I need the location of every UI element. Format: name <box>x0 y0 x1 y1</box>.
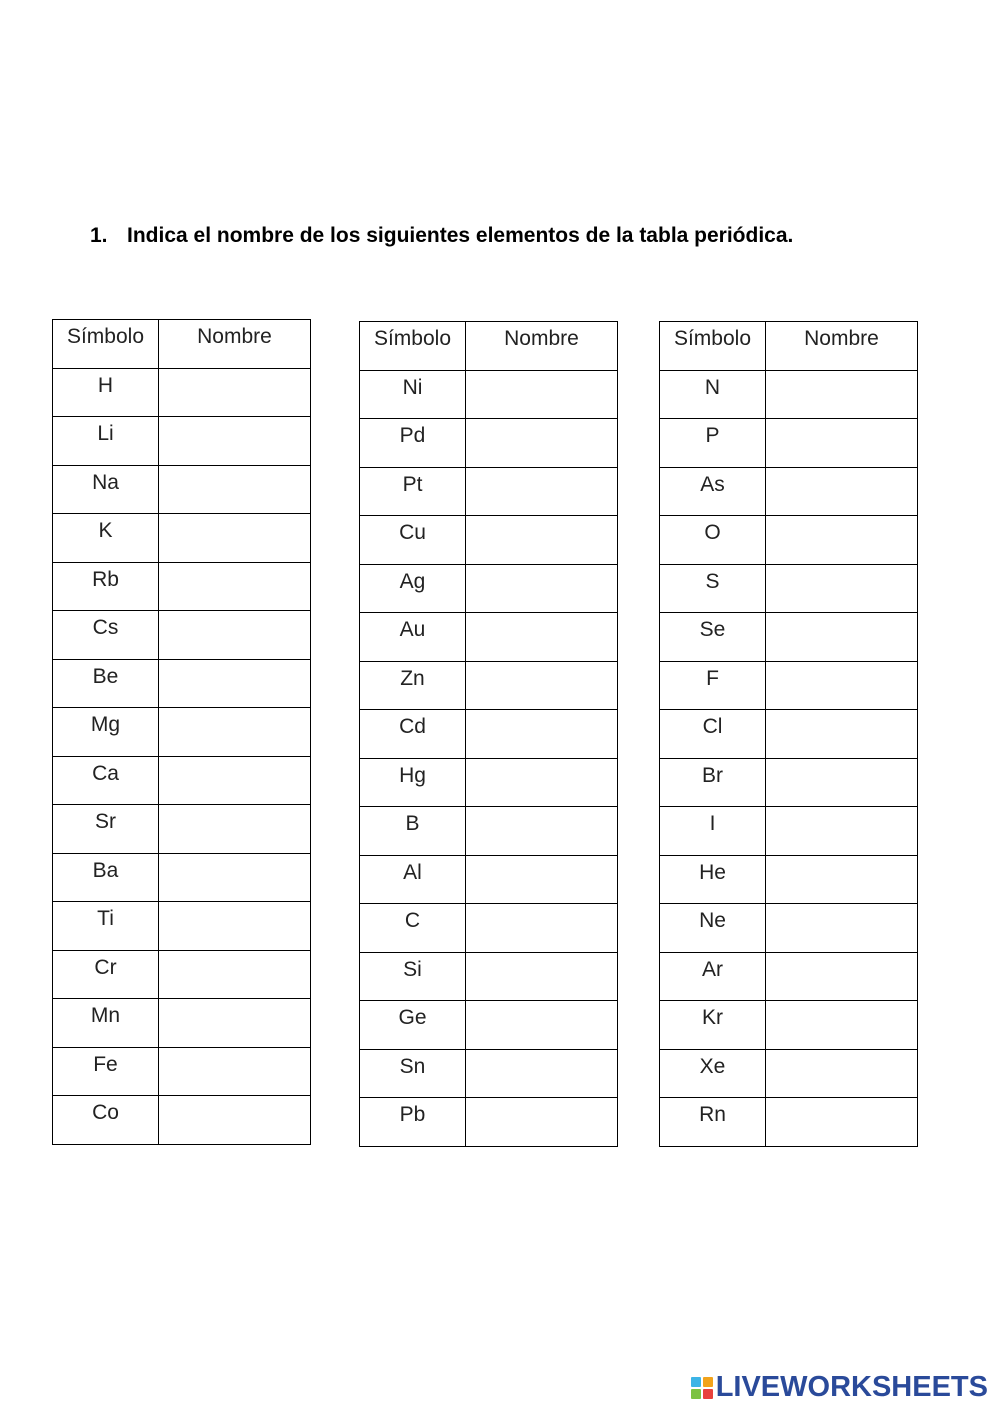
element-name-answer[interactable] <box>766 564 918 613</box>
element-name-answer[interactable] <box>159 562 311 611</box>
element-symbol: Ar <box>660 952 766 1001</box>
symbol-header: Símbolo <box>53 320 159 369</box>
element-name-answer[interactable] <box>159 999 311 1048</box>
element-symbol: P <box>660 419 766 468</box>
table-row <box>360 952 618 1001</box>
table-row <box>660 758 918 807</box>
element-name-answer[interactable] <box>466 710 618 759</box>
element-name-answer[interactable] <box>466 855 618 904</box>
element-name-answer[interactable] <box>766 1001 918 1050</box>
table-row <box>660 1001 918 1050</box>
element-symbol: Ti <box>53 902 159 951</box>
element-symbol: K <box>53 514 159 563</box>
table-row <box>53 1047 311 1096</box>
element-name-answer[interactable] <box>766 419 918 468</box>
element-symbol: Sr <box>53 805 159 854</box>
table-row <box>660 807 918 856</box>
logo-square-3 <box>691 1389 701 1399</box>
table-row <box>53 417 311 466</box>
name-header: Nombre <box>466 322 618 371</box>
element-name-answer[interactable] <box>766 807 918 856</box>
table-row <box>53 950 311 999</box>
table-row <box>360 419 618 468</box>
table-row <box>660 370 918 419</box>
element-symbol: As <box>660 467 766 516</box>
logo-square-4 <box>703 1389 713 1399</box>
element-symbol: Mn <box>53 999 159 1048</box>
element-name-answer[interactable] <box>466 370 618 419</box>
table-row <box>53 659 311 708</box>
element-name-answer[interactable] <box>159 1096 311 1145</box>
element-symbol: Fe <box>53 1047 159 1096</box>
element-symbol: Li <box>53 417 159 466</box>
element-symbol: Ba <box>53 853 159 902</box>
table-row <box>660 564 918 613</box>
element-symbol: He <box>660 855 766 904</box>
element-symbol: C <box>360 904 466 953</box>
element-name-answer[interactable] <box>466 758 618 807</box>
element-symbol: Xe <box>660 1049 766 1098</box>
element-name-answer[interactable] <box>466 1049 618 1098</box>
table-row <box>360 1049 618 1098</box>
element-name-answer[interactable] <box>766 370 918 419</box>
logo-square-1 <box>691 1377 701 1387</box>
element-name-answer[interactable] <box>159 465 311 514</box>
table-row <box>53 756 311 805</box>
table-row <box>360 855 618 904</box>
elements-table-2 <box>359 321 618 1147</box>
element-symbol: Cu <box>360 516 466 565</box>
element-symbol: B <box>360 807 466 856</box>
elements-table-1 <box>52 319 311 1145</box>
element-name-answer[interactable] <box>159 950 311 999</box>
element-name-answer[interactable] <box>766 516 918 565</box>
element-name-answer[interactable] <box>766 952 918 1001</box>
element-name-answer[interactable] <box>159 417 311 466</box>
element-name-answer[interactable] <box>159 659 311 708</box>
element-symbol: Zn <box>360 661 466 710</box>
table-row <box>660 516 918 565</box>
element-symbol: Ge <box>360 1001 466 1050</box>
element-symbol: O <box>660 516 766 565</box>
element-name-answer[interactable] <box>159 708 311 757</box>
element-name-answer[interactable] <box>159 853 311 902</box>
element-name-answer[interactable] <box>766 1049 918 1098</box>
table-row <box>660 1098 918 1147</box>
element-name-answer[interactable] <box>766 661 918 710</box>
table-row <box>360 758 618 807</box>
question-title <box>90 224 793 248</box>
element-name-answer[interactable] <box>766 855 918 904</box>
liveworksheets-logo <box>691 1371 988 1404</box>
element-symbol: Cr <box>53 950 159 999</box>
logo-square-2 <box>703 1377 713 1387</box>
table-row <box>360 1001 618 1050</box>
table-row <box>360 904 618 953</box>
table-row <box>53 853 311 902</box>
element-name-answer[interactable] <box>159 611 311 660</box>
table-row <box>360 613 618 662</box>
table-row <box>53 1096 311 1145</box>
element-symbol: Na <box>53 465 159 514</box>
element-symbol: Pb <box>360 1098 466 1147</box>
liveworksheets-logo-icon <box>691 1377 713 1399</box>
symbol-header: Símbolo <box>360 322 466 371</box>
question-text: Indica el nombre de los siguientes elementos de la tabla periódica. <box>127 224 794 247</box>
element-name-answer[interactable] <box>766 467 918 516</box>
element-name-answer[interactable] <box>159 1047 311 1096</box>
logo-text: LIVEWORKSHEETS <box>715 1371 988 1403</box>
element-name-answer[interactable] <box>159 756 311 805</box>
table-row <box>660 419 918 468</box>
table-row <box>360 564 618 613</box>
element-name-answer[interactable] <box>159 368 311 417</box>
element-name-answer[interactable] <box>466 661 618 710</box>
table-row <box>660 855 918 904</box>
table-row <box>660 904 918 953</box>
table-row <box>53 562 311 611</box>
element-name-answer[interactable] <box>466 807 618 856</box>
table-row <box>360 370 618 419</box>
elements-table-3 <box>659 321 918 1147</box>
name-header: Nombre <box>766 322 918 371</box>
element-name-answer[interactable] <box>159 902 311 951</box>
table-row <box>53 999 311 1048</box>
table-row <box>660 613 918 662</box>
element-symbol: Ni <box>360 370 466 419</box>
element-name-answer[interactable] <box>466 904 618 953</box>
element-name-answer[interactable] <box>466 613 618 662</box>
symbol-header: Símbolo <box>660 322 766 371</box>
table-row <box>53 368 311 417</box>
element-symbol: Mg <box>53 708 159 757</box>
element-symbol: N <box>660 370 766 419</box>
element-symbol: Au <box>360 613 466 662</box>
element-symbol: Rn <box>660 1098 766 1147</box>
table-header-row <box>53 320 311 369</box>
table-row <box>660 661 918 710</box>
element-name-answer[interactable] <box>466 419 618 468</box>
table-row <box>660 952 918 1001</box>
element-name-answer[interactable] <box>766 904 918 953</box>
element-name-answer[interactable] <box>766 613 918 662</box>
table-row <box>360 1098 618 1147</box>
table-header-row <box>360 322 618 371</box>
table-row <box>53 708 311 757</box>
element-symbol: Kr <box>660 1001 766 1050</box>
element-name-answer[interactable] <box>466 952 618 1001</box>
table-row <box>360 467 618 516</box>
element-symbol: Al <box>360 855 466 904</box>
element-symbol: Sn <box>360 1049 466 1098</box>
element-symbol: Se <box>660 613 766 662</box>
element-name-answer[interactable] <box>466 467 618 516</box>
element-symbol: Cs <box>53 611 159 660</box>
element-symbol: Ca <box>53 756 159 805</box>
element-symbol: Cl <box>660 710 766 759</box>
element-symbol: Si <box>360 952 466 1001</box>
element-symbol: Cd <box>360 710 466 759</box>
element-symbol: Co <box>53 1096 159 1145</box>
table-row <box>53 805 311 854</box>
table-row <box>660 710 918 759</box>
table-row <box>360 661 618 710</box>
element-symbol: I <box>660 807 766 856</box>
element-symbol: H <box>53 368 159 417</box>
table-row <box>360 710 618 759</box>
element-symbol: S <box>660 564 766 613</box>
element-symbol: Be <box>53 659 159 708</box>
element-symbol: Ag <box>360 564 466 613</box>
element-symbol: Hg <box>360 758 466 807</box>
element-symbol: Br <box>660 758 766 807</box>
table-row <box>53 514 311 563</box>
element-name-answer[interactable] <box>159 514 311 563</box>
element-symbol: Rb <box>53 562 159 611</box>
table-row <box>53 611 311 660</box>
element-symbol: F <box>660 661 766 710</box>
table-row <box>53 902 311 951</box>
element-name-answer[interactable] <box>766 1098 918 1147</box>
element-name-answer[interactable] <box>466 516 618 565</box>
table-row <box>53 465 311 514</box>
element-symbol: Ne <box>660 904 766 953</box>
table-row <box>660 1049 918 1098</box>
element-symbol: Pt <box>360 467 466 516</box>
element-symbol: Pd <box>360 419 466 468</box>
element-name-answer[interactable] <box>466 1001 618 1050</box>
table-header-row <box>660 322 918 371</box>
element-name-answer[interactable] <box>766 710 918 759</box>
element-name-answer[interactable] <box>159 805 311 854</box>
element-name-answer[interactable] <box>466 564 618 613</box>
table-row <box>360 516 618 565</box>
name-header: Nombre <box>159 320 311 369</box>
table-row <box>360 807 618 856</box>
element-name-answer[interactable] <box>466 1098 618 1147</box>
element-name-answer[interactable] <box>766 758 918 807</box>
question-number: 1. <box>90 224 108 247</box>
table-row <box>660 467 918 516</box>
